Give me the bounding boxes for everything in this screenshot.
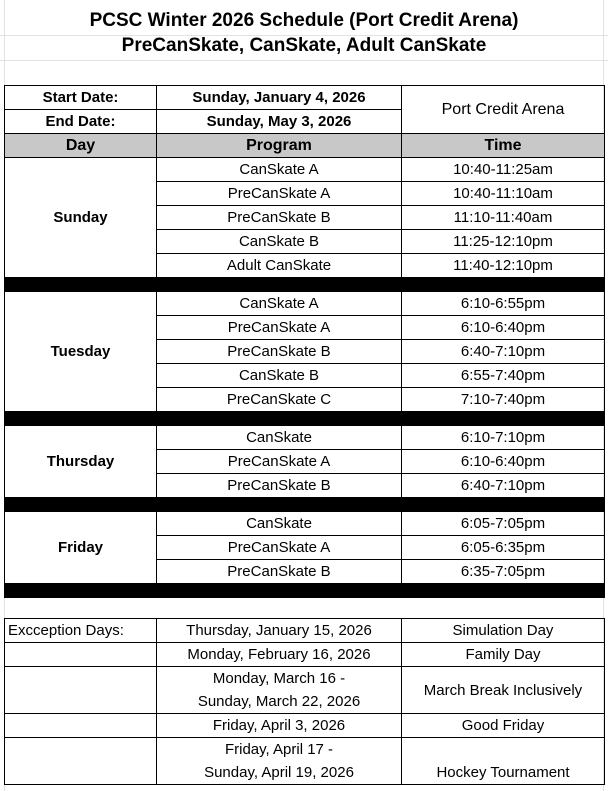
day-label-thursday: Thursday	[5, 426, 157, 498]
program-cell: PreCanSkate A	[157, 182, 402, 206]
exception-date: Friday, April 3, 2026	[157, 714, 402, 738]
program-cell: CanSkate	[157, 512, 402, 536]
time-cell: 6:05-6:35pm	[402, 536, 605, 560]
separator-row	[5, 498, 605, 512]
exception-date-line: Monday, March 16 -	[212, 670, 346, 687]
exception-date-line: Sunday, March 22, 2026	[197, 693, 361, 710]
exception-reason: Good Friday	[402, 714, 605, 738]
time-cell: 6:10-7:10pm	[402, 426, 605, 450]
exception-date: Monday, February 16, 2026	[157, 643, 402, 667]
time-cell: 11:40-12:10pm	[402, 254, 605, 278]
start-date-row	[5, 86, 605, 110]
exception-date	[157, 738, 402, 785]
day-label-tuesday: Tuesday	[5, 292, 157, 412]
exception-date-line: Friday, April 17 -	[224, 741, 334, 758]
program-cell: PreCanSkate B	[157, 206, 402, 230]
program-cell: CanSkate A	[157, 158, 402, 182]
blank-row	[5, 598, 605, 619]
exception-reason: March Break Inclusively	[402, 667, 605, 714]
time-cell: 10:40-11:25am	[402, 158, 605, 182]
end-date-value: Sunday, May 3, 2026	[157, 110, 402, 134]
program-cell: PreCanSkate B	[157, 560, 402, 584]
exception-date-line: Sunday, April 19, 2026	[204, 764, 354, 781]
table-row	[5, 426, 605, 450]
end-date-label: End Date:	[5, 110, 157, 134]
exceptions-label: Excception Days:	[5, 619, 157, 643]
schedule-table	[4, 85, 605, 785]
exception-date: Thursday, January 15, 2026	[157, 619, 402, 643]
exception-row	[5, 619, 605, 643]
exception-date	[157, 667, 402, 714]
time-cell: 6:10-6:40pm	[402, 316, 605, 340]
program-cell: PreCanSkate C	[157, 388, 402, 412]
exception-reason: Family Day	[402, 643, 605, 667]
page-title: PCSC Winter 2026 Schedule (Port Credit Arena)	[89, 10, 519, 31]
page-subtitle: PreCanSkate, CanSkate, Adult CanSkate	[121, 35, 487, 56]
table-row	[5, 158, 605, 182]
start-date-label: Start Date:	[5, 86, 157, 110]
program-cell: PreCanSkate A	[157, 316, 402, 340]
time-cell: 6:10-6:40pm	[402, 450, 605, 474]
exception-reason: Simulation Day	[402, 619, 605, 643]
day-label-friday: Friday	[5, 512, 157, 584]
program-cell: PreCanSkate B	[157, 340, 402, 364]
time-cell: 6:05-7:05pm	[402, 512, 605, 536]
time-cell: 10:40-11:10am	[402, 182, 605, 206]
time-cell: 6:55-7:40pm	[402, 364, 605, 388]
separator-row	[5, 278, 605, 292]
header-row	[5, 134, 605, 158]
grid-line	[0, 60, 608, 61]
time-cell: 6:40-7:10pm	[402, 340, 605, 364]
exception-row	[5, 714, 605, 738]
program-cell: PreCanSkate A	[157, 450, 402, 474]
time-cell: 6:40-7:10pm	[402, 474, 605, 498]
program-cell: Adult CanSkate	[157, 254, 402, 278]
exception-row	[5, 738, 605, 785]
header-day: Day	[5, 134, 157, 158]
separator-row	[5, 412, 605, 426]
program-cell: PreCanSkate B	[157, 474, 402, 498]
time-cell: 6:10-6:55pm	[402, 292, 605, 316]
exception-row	[5, 667, 605, 714]
program-cell: CanSkate	[157, 426, 402, 450]
program-cell: PreCanSkate A	[157, 536, 402, 560]
program-cell: CanSkate A	[157, 292, 402, 316]
header-time: Time	[402, 134, 605, 158]
table-row	[5, 512, 605, 536]
location-cell: Port Credit Arena	[402, 86, 605, 134]
separator-row	[5, 584, 605, 598]
program-cell: CanSkate B	[157, 364, 402, 388]
start-date-value: Sunday, January 4, 2026	[157, 86, 402, 110]
header-program: Program	[157, 134, 402, 158]
time-cell: 6:35-7:05pm	[402, 560, 605, 584]
day-label-sunday: Sunday	[5, 158, 157, 278]
table-row	[5, 292, 605, 316]
program-cell: CanSkate B	[157, 230, 402, 254]
exception-reason: Hockey Tournament	[402, 738, 605, 785]
time-cell: 11:10-11:40am	[402, 206, 605, 230]
exception-row	[5, 643, 605, 667]
time-cell: 7:10-7:40pm	[402, 388, 605, 412]
time-cell: 11:25-12:10pm	[402, 230, 605, 254]
